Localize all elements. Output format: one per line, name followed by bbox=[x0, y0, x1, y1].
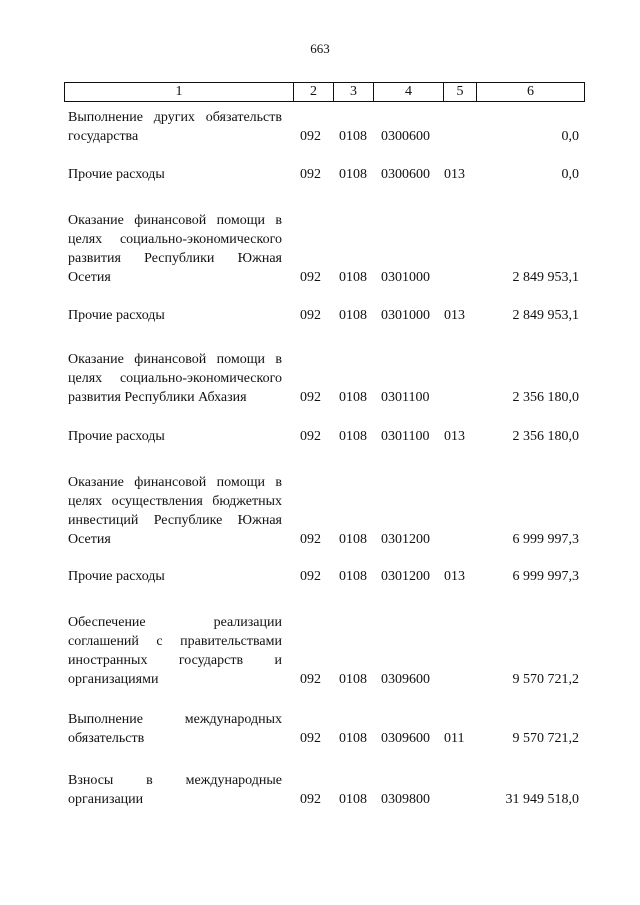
row-name: Выполнение международных обязательств bbox=[68, 712, 282, 746]
header-col-5: 5 bbox=[444, 83, 477, 101]
row-col-5: 013 bbox=[444, 569, 465, 584]
row-col-3: 0108 bbox=[339, 532, 367, 547]
row-col-2: 092 bbox=[300, 532, 321, 547]
table-row bbox=[0, 771, 640, 809]
header-col-1: 1 bbox=[65, 83, 294, 101]
row-col-3: 0108 bbox=[339, 390, 367, 405]
header-col-2: 2 bbox=[294, 83, 334, 101]
header-col-3: 3 bbox=[334, 83, 374, 101]
row-name: Оказание финансовой помощи в целях осуществления бюджетных инвестиций Республике Южная Осетия bbox=[68, 475, 282, 547]
row-col-6: 2 849 953,1 bbox=[512, 308, 579, 323]
row-col-4: 0301100 bbox=[381, 429, 430, 444]
row-col-4: 0300600 bbox=[381, 167, 430, 182]
table-row bbox=[0, 567, 640, 586]
table-row bbox=[0, 350, 640, 407]
row-col-3: 0108 bbox=[339, 270, 367, 285]
row-col-3: 0108 bbox=[339, 569, 367, 584]
table-row bbox=[0, 613, 640, 689]
row-col-4: 0301000 bbox=[381, 308, 430, 323]
row-name: Прочие расходы bbox=[68, 429, 165, 444]
row-name: Прочие расходы bbox=[68, 308, 165, 323]
row-col-4: 0309600 bbox=[381, 672, 430, 687]
row-col-6: 2 356 180,0 bbox=[512, 429, 579, 444]
row-col-2: 092 bbox=[300, 390, 321, 405]
row-col-2: 092 bbox=[300, 429, 321, 444]
row-col-6: 6 999 997,3 bbox=[512, 569, 579, 584]
row-col-3: 0108 bbox=[339, 792, 367, 807]
row-col-3: 0108 bbox=[339, 672, 367, 687]
row-col-5: 013 bbox=[444, 308, 465, 323]
row-col-2: 092 bbox=[300, 792, 321, 807]
row-col-4: 0301200 bbox=[381, 532, 430, 547]
table-row bbox=[0, 165, 640, 184]
row-name: Выполнение других обязательств государства bbox=[68, 110, 282, 144]
row-col-6: 0,0 bbox=[561, 167, 579, 182]
row-col-4: 0300600 bbox=[381, 129, 430, 144]
header-col-4: 4 bbox=[374, 83, 444, 101]
row-col-6: 9 570 721,2 bbox=[512, 731, 579, 746]
row-col-6: 2 849 953,1 bbox=[512, 270, 579, 285]
table-row bbox=[0, 306, 640, 325]
header-col-6: 6 bbox=[527, 84, 534, 99]
table-row bbox=[0, 108, 640, 146]
row-name: Прочие расходы bbox=[68, 167, 165, 182]
row-name: Взносы в международные организации bbox=[68, 773, 282, 807]
row-name: Обеспечение реализации соглашений с правительствами иностранных государств и организациями bbox=[68, 615, 282, 687]
row-col-6: 0,0 bbox=[561, 129, 579, 144]
row-col-4: 0301200 bbox=[381, 569, 430, 584]
row-col-3: 0108 bbox=[339, 308, 367, 323]
table-row bbox=[0, 427, 640, 446]
row-col-6: 6 999 997,3 bbox=[512, 532, 579, 547]
row-col-2: 092 bbox=[300, 672, 321, 687]
row-col-5: 013 bbox=[444, 167, 465, 182]
row-col-3: 0108 bbox=[339, 167, 367, 182]
row-col-3: 0108 bbox=[339, 731, 367, 746]
row-col-3: 0108 bbox=[339, 429, 367, 444]
row-name: Оказание финансовой помощи в целях социально-экономического развития Республики Южная Осетия bbox=[68, 213, 282, 285]
row-col-2: 092 bbox=[300, 129, 321, 144]
row-col-5: 011 bbox=[444, 731, 465, 746]
row-col-4: 0301100 bbox=[381, 390, 430, 405]
row-col-4: 0301000 bbox=[381, 270, 430, 285]
row-col-6: 31 949 518,0 bbox=[505, 792, 579, 807]
row-name: Оказание финансовой помощи в целях социально-экономического развития Республики Абхазия bbox=[68, 352, 282, 405]
row-col-2: 092 bbox=[300, 731, 321, 746]
row-col-4: 0309600 bbox=[381, 731, 430, 746]
row-col-2: 092 bbox=[300, 270, 321, 285]
table-row bbox=[0, 473, 640, 549]
table-row bbox=[0, 211, 640, 287]
row-col-2: 092 bbox=[300, 167, 321, 182]
table-header bbox=[64, 82, 585, 102]
row-col-6: 2 356 180,0 bbox=[512, 390, 579, 405]
page-number: 663 bbox=[310, 41, 330, 56]
row-col-6: 9 570 721,2 bbox=[512, 672, 579, 687]
row-name: Прочие расходы bbox=[68, 569, 165, 584]
row-col-5: 013 bbox=[444, 429, 465, 444]
table-row bbox=[0, 710, 640, 748]
row-col-4: 0309800 bbox=[381, 792, 430, 807]
row-col-2: 092 bbox=[300, 308, 321, 323]
row-col-3: 0108 bbox=[339, 129, 367, 144]
row-col-2: 092 bbox=[300, 569, 321, 584]
